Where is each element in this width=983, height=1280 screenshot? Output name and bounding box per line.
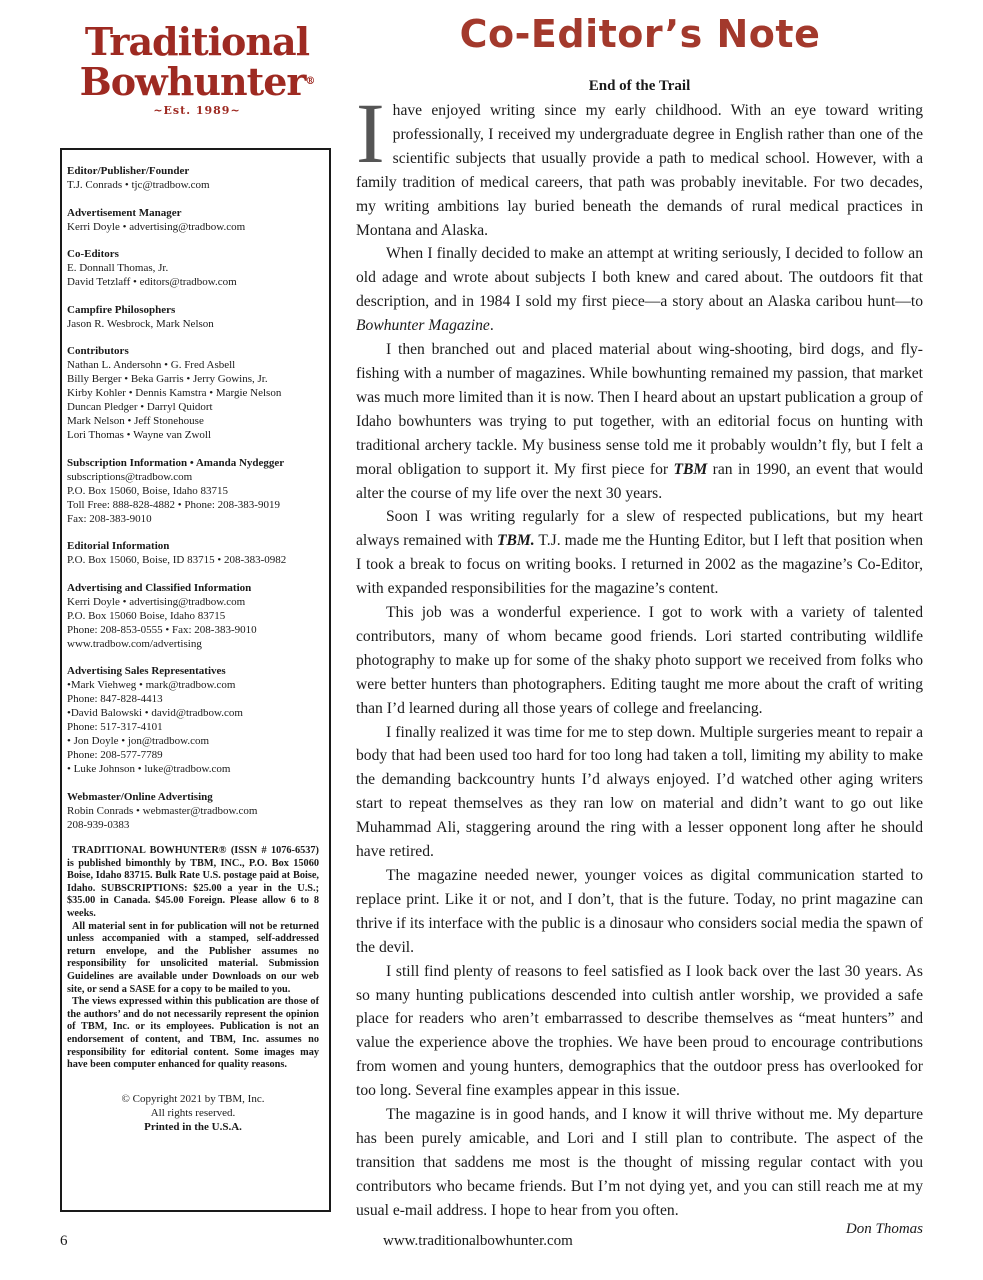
masthead-heading: Editorial Information [67,540,170,552]
masthead-list [67,164,319,832]
masthead-section [67,581,319,651]
masthead-line: Fax: 208-383-9010 [67,512,152,525]
masthead-heading: Co-Editors [67,248,119,260]
masthead-line: www.tradbow.com/advertising [67,637,202,650]
page-title: Co-Editor’s Note [459,12,821,56]
masthead-heading: Campfire Philosophers [67,303,176,316]
masthead-section [67,664,319,776]
masthead-box [60,148,331,1212]
masthead-line: P.O. Box 15060, Boise, ID 83715 • 208-383-0982 [67,554,287,566]
drop-cap: I [356,99,385,181]
masthead-heading: Webmaster/Online Advertising [67,790,213,803]
masthead-heading: Advertising Sales Representatives [67,665,226,677]
author-signature: Don Thomas [845,1221,923,1237]
masthead-line: Duncan Pledger • Darryl Quidort [67,401,213,413]
masthead-line: • Jon Doyle • jon@tradbow.com [67,735,210,747]
masthead-section [67,303,319,331]
masthead-heading: Contributors [67,345,129,357]
article-paragraph: I finally realized it was time for me to step down. Multiple surgeries meant to repair a body that had been used too hard for too long had taken a toll, limiting my ability to make the demanding backcountry hunts I’d always enjoyed. I’d watched other aging writers start to repeat themselves as they ran low on material and didn’t want to go out like Muhammad Ali, staggering around the ring with a lesser opponent long after he should have retired. [356,723,923,861]
masthead-line: Kerri Doyle • advertising@tradbow.com [67,595,246,608]
article-paragraph: Ihave enjoyed writing since my early childhood. With an eye toward writing professionally, I received my undergraduate degree in English rather than one of the scientific subjects that usually provide a path to medical school. However, with a family tradition of medical careers, that path was probably inevitable. For two decades, my writing ambitions lay buried beneath the demands of rural medical practices in Montana and Alaska. [356,99,923,239]
masthead-line: • Luke Johnson • luke@tradbow.com [67,763,231,775]
masthead-line: P.O. Box 15060, Boise, Idaho 83715 [67,484,229,497]
masthead-section [67,344,319,442]
masthead-heading: Advertisement Manager [67,206,182,219]
magazine-logo [58,19,336,126]
copyright-block [67,1092,319,1134]
masthead-section [67,206,319,234]
masthead-line: 208-939-0383 [67,818,130,831]
masthead-line: T.J. Conrads • tjc@tradbow.com [67,179,210,191]
article-paragraph: When I finally decided to make an attempt at writing seriously, I decided to follow an old adage and wrote about subjects I both knew and cared about. The outdoors fit that description, and in 1984 I sold my first piece—a story about an Alaska caribou hunt—to Bowhunter Magazine. [356,245,923,335]
brand-name: TBM [673,460,708,478]
logo-line-1: Traditional [84,19,310,64]
brand-name: TBM. [497,532,535,550]
article-paragraph: Soon I was writing regularly for a slew of respected publications, but my heart always remained with TBM. T.J. made me the Hunting Editor, but I left that position when I took a break to focus on writing books. I returned in 2002 as the magazine’s Co-Editor, with expanded responsibilities for the magazine’s content. [356,508,923,598]
masthead-line: •David Balowski • david@tradbow.com [67,707,243,719]
masthead-line: Phone: 847-828-4413 [67,693,163,705]
article-paragraph: The magazine is in good hands, and I know it will thrive without me. My departure has been purely amicable, and Lori and I still plan to contribute. The aspect of the transition that saddens me most is the thought of missing regular contact with you contributors who became friends. But I’m not dying yet, and you can still reach me at my usual e-mail address. I hope to hear from you often. [356,1106,923,1219]
masthead-line: Phone: 208-577-7789 [67,749,163,761]
article-body [356,99,923,1239]
masthead-line: Robin Conrads • webmaster@tradbow.com [67,804,258,817]
legal-paragraph: TRADITIONAL BOWHUNTER® (ISSN # 1076-6537) is published bimonthly by TBM, INC., P.O. Box 15060 Boise, Idaho 83715. Bulk Rate U.S. postage paid at Boise, Idaho. SUBSCRIPTIONS: $25.00 a year in the U.S.; $35.00 in Canada. $45.00 Foreign. Please allow 6 to 8 weeks. [67,845,319,919]
rights-line: All rights reserved. [150,1106,236,1119]
publication-name: Bowhunter Magazine [356,317,490,335]
masthead-line: Toll Free: 888-828-4882 • Phone: 208-383-9019 [67,498,280,511]
masthead-heading: Editor/Publisher/Founder [67,165,190,177]
masthead-section [67,247,319,289]
article-subtitle: End of the Trail [588,78,691,94]
masthead-line: Nathan L. Andersohn • G. Fred Asbell [67,359,236,371]
masthead-line: Mark Nelson • Jeff Stonehouse [67,415,204,427]
legal-notice [67,845,319,1072]
masthead-heading: Subscription Information • Amanda Nydegger [67,456,285,469]
logo-registered-mark: ® [305,76,315,87]
masthead-section [67,790,319,832]
footer-url: www.traditionalbowhunter.com [383,1233,573,1249]
logo-line-2: Bowhunter [79,59,306,104]
legal-paragraph: The views expressed within this publication are those of the authors’ and do not necessarily represent the opinion of TBM, Inc. or its employees. Publication is not an endorsement of content, and TBM, Inc. assumes no responsibility for editorial content. Some images may have been computer enhanced for quality reasons. [67,996,319,1071]
masthead-line: E. Donnall Thomas, Jr. [67,262,169,274]
printed-line: Printed in the U.S.A. [144,1120,242,1133]
masthead-section [67,456,319,526]
masthead-section [67,539,319,567]
masthead-line: Kirby Kohler • Dennis Kamstra • Margie Nelson [67,387,282,399]
article-paragraph: I then branched out and placed material about wing-shooting, bird dogs, and fly-fishing with a number of magazines. While bowhunting remained my passion, that market was much more limited than it is now. Then I heard about an upstart publication a group of Idaho bowhunters was trying to put together, with an editorial focus on hunting with traditional archery tackle. My business sense told me it probably wouldn’t fly, but I felt a moral obligation to support it. My first piece for TBM ran in 1990, an event that would alter the course of my life over the next 30 years. [356,341,923,502]
page-number: 6 [60,1233,68,1249]
masthead-line: Phone: 208-853-0555 • Fax: 208-383-9010 [67,623,257,636]
article-paragraph: The magazine needed newer, younger voices as digital communication started to replace print. Like it or not, and I don’t, that is the future. Today, no print magazine can thrive if its interface with the public is a dinosaur who considers social media the spawn of the devil. [356,867,923,956]
masthead-line: subscriptions@tradbow.com [67,470,193,483]
masthead-line: David Tetzlaff • editors@tradbow.com [67,276,237,288]
masthead-line: •Mark Viehweg • mark@tradbow.com [67,679,236,691]
masthead-line: Billy Berger • Beka Garris • Jerry Gowins, Jr. [67,373,268,385]
masthead-line: Jason R. Wesbrock, Mark Nelson [67,317,214,330]
article-paragraph: I still find plenty of reasons to feel satisfied as I look back over the last 30 years. As so many hunting publications descended into cultish antler worship, we provided a safe place for readers who aren’t embarrassed to describe themselves as “meat hunters” and value the experience above the trophies. We have been proud to encourage contributions from women and young hunters, demographics that the outdoor press has overlooked for too long. Several fine examples appear in this issue. [356,962,923,1100]
masthead-line: Lori Thomas • Wayne van Zwoll [67,429,212,441]
masthead-heading: Advertising and Classified Information [67,581,252,594]
masthead-line: Phone: 517-317-4101 [67,721,163,733]
article-paragraph: This job was a wonderful experience. I got to work with a variety of talented contributors, many of whom became good friends. Lori started contributing wildlife photography to make up for some of the shaky photo support we received from folks who were better hunters than photographers. Editing taught me more about the craft of writing than I’d learned during all those years of college and freelancing. [356,604,923,717]
copyright-line: © Copyright 2021 by TBM, Inc. [121,1092,265,1105]
legal-paragraph: All material sent in for publication will not be returned unless accompanied with a stamped, self-addressed return envelope, and the Publisher assumes no responsibility for unsolicited material. Submission Guidelines are available under Downloads on our web site, or send a SASE for a copy to be mailed to you. [67,920,319,995]
logo-tagline: ~Est. 1989~ [153,104,241,117]
masthead-section [67,164,319,192]
masthead-line: Kerri Doyle • advertising@tradbow.com [67,220,246,233]
masthead-line: P.O. Box 15060 Boise, Idaho 83715 [67,609,226,622]
